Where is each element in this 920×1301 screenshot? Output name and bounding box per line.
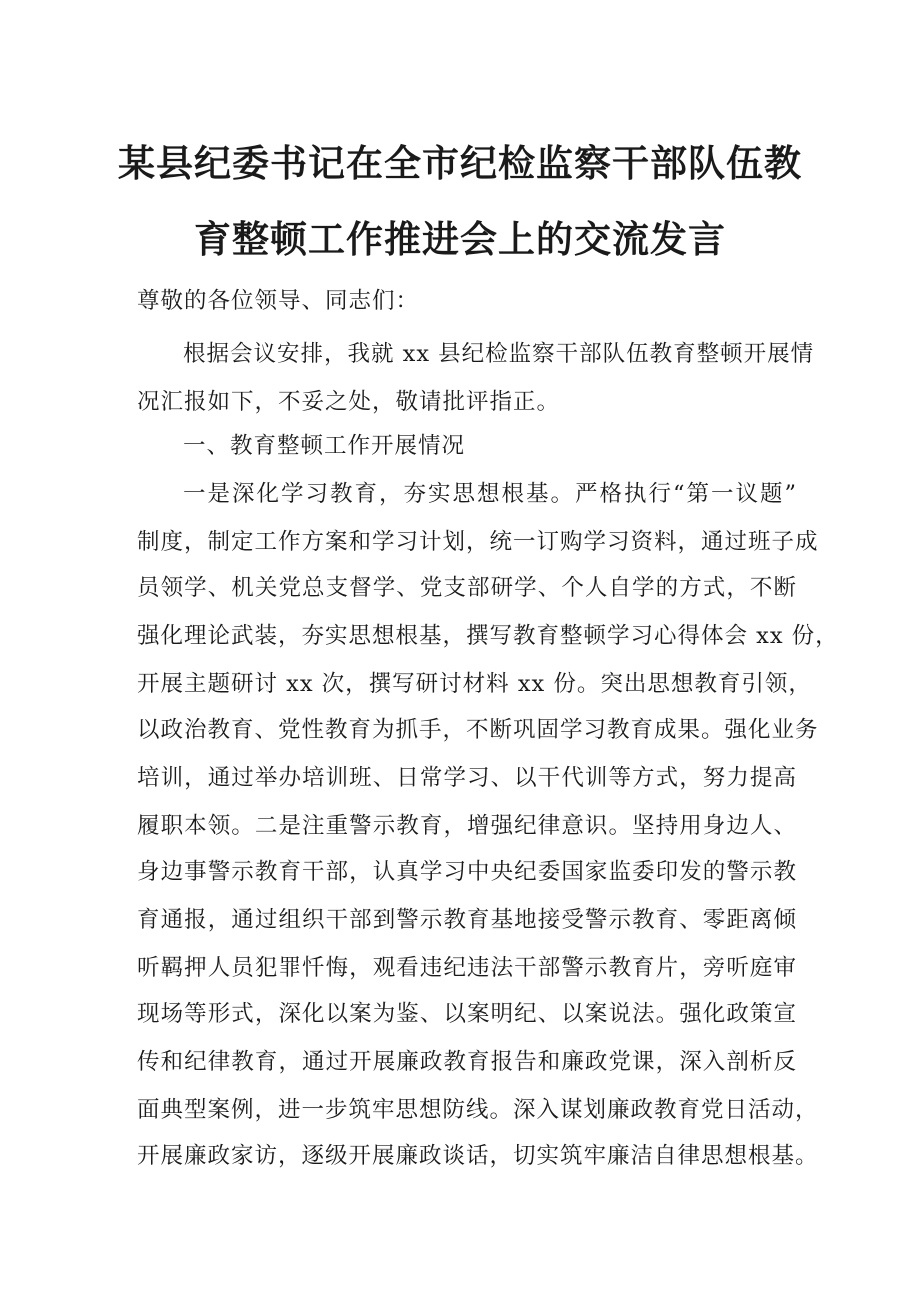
body-line: 制度，制定工作方案和学习计划，统一订购学习资料，通过班子成: [137, 529, 819, 555]
body-line: 强化理论武装，夯实思想根基，撰写教育整顿学习心得体会 xx 份，: [137, 623, 839, 649]
title-line-2: 育整顿工作推进会上的交流发言: [194, 218, 726, 261]
salutation: 尊敬的各位领导、同志们：: [137, 288, 420, 314]
body-line: 培训，通过举办培训班、日常学习、以干代训等方式，努力提高: [137, 765, 797, 791]
body-line: 以政治教育、党性教育为抓手，不断巩固学习教育成果。强化业务: [137, 717, 819, 743]
body-line: 育通报，通过组织干部到警示教育基地接受警示教育、零距离倾: [137, 907, 797, 933]
body-line: 员领学、机关党总支督学、党支部研学、个人自学的方式，不断: [137, 575, 797, 601]
section-heading: 一、教育整顿工作开展情况: [183, 433, 466, 459]
title-line-1: 某县纪委书记在全市纪检监察干部队伍教: [118, 142, 802, 185]
body-line: 根据会议安排，我就 xx 县纪检监察干部队伍教育整顿开展情: [183, 341, 815, 367]
body-line: 开展主题研讨 xx 次，撰写研讨材料 xx 份。突出思想教育引领，: [137, 671, 812, 697]
body-line: 听羁押人员犯罪忏悔，观看违纪违法干部警示教育片，旁听庭审: [137, 955, 797, 981]
body-line: 身边事警示教育干部，认真学习中央纪委国家监委印发的警示教: [137, 859, 797, 885]
body-line: 传和纪律教育，通过开展廉政教育报告和廉政党课，深入剖析反: [137, 1049, 797, 1075]
body-line: 现场等形式，深化以案为鉴、以案明纪、以案说法。强化政策宣: [137, 1001, 797, 1027]
body-line: 履职本领。二是注重警示教育，增强纪律意识。坚持用身边人、: [137, 813, 797, 839]
body-line: 况汇报如下，不妥之处，敬请批评指正。: [137, 389, 561, 415]
body-line: 面典型案例，进一步筑牢思想防线。深入谋划廉政教育党日活动，: [137, 1097, 819, 1123]
body-line: 一是深化学习教育，夯实思想根基。严格执行“第一议题”: [183, 481, 797, 507]
body-line: 开展廉政家访，逐级开展廉政谈话，切实筑牢廉洁自律思想根基。: [137, 1143, 819, 1169]
